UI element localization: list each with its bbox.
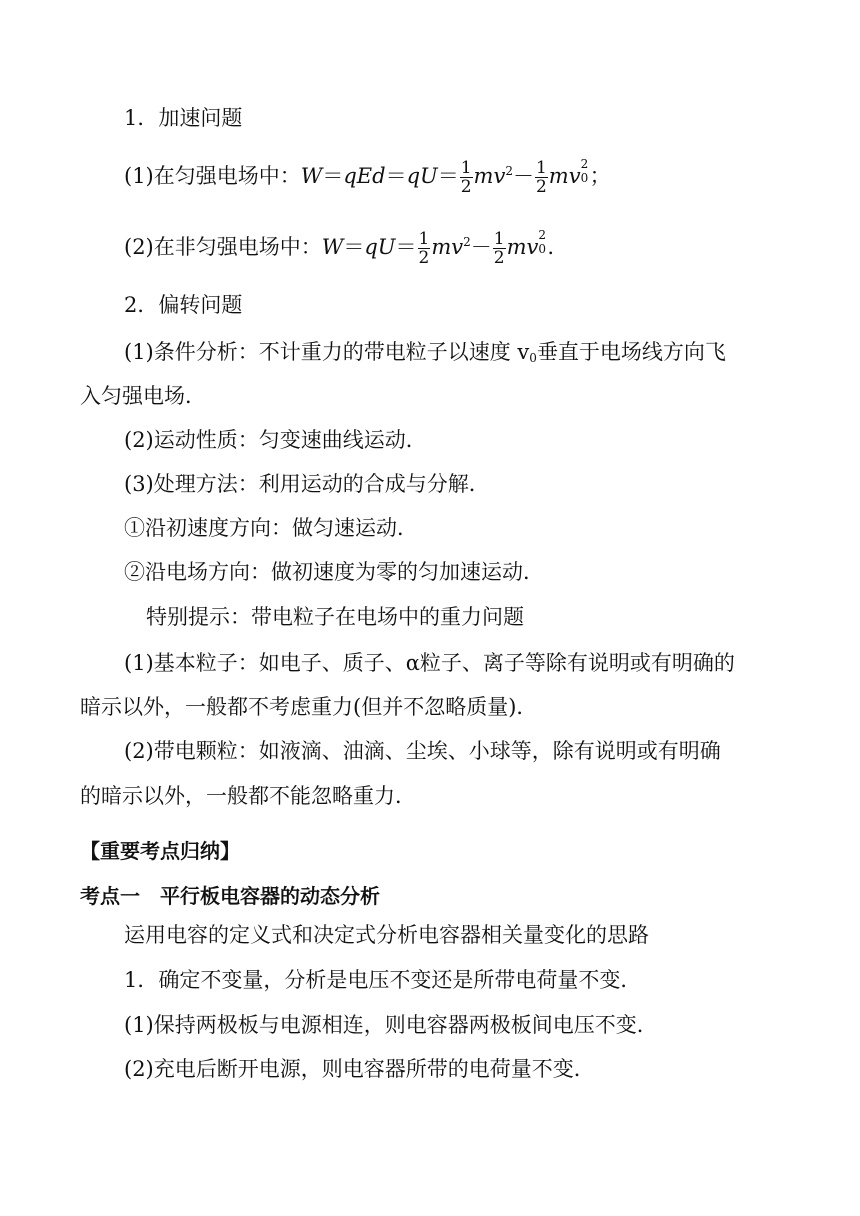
deflect-condition-line2: 入匀强电场． — [80, 384, 206, 408]
deflect-condition-line1 — [124, 337, 784, 373]
fraction-half: $\frac{1}{2}$ — [460, 158, 472, 197]
minus-sign: － — [470, 235, 492, 259]
var-mv: mv — [506, 235, 539, 259]
fraction-half: $\frac{1}{2}$ — [535, 158, 547, 197]
point1-step1-a: (1)保持两极板与电源相连，则电容器两极板间电压不变． — [124, 1013, 658, 1037]
var-mv: mv — [431, 235, 464, 259]
formula-prefix: (1)在匀强电场中： — [124, 164, 301, 188]
semicolon: ； — [589, 164, 611, 188]
var-qEd: qEd — [343, 164, 386, 188]
var-W: W — [321, 235, 344, 259]
subscript: 0 — [529, 351, 537, 365]
exponent: 2 — [463, 235, 471, 249]
period: . — [547, 235, 555, 259]
point1-title: 考点一 平行板电容器的动态分析 — [80, 884, 380, 908]
tip-basic-line1: (1)基本粒子：如电子、质子、α粒子、离子等除有说明或有明确的 — [124, 651, 735, 675]
var-W: W — [300, 164, 323, 188]
tip-charged-line2: 的暗示以外，一般都不能忽略重力． — [80, 784, 416, 808]
var-qU: qU — [364, 235, 396, 259]
exponent: 2 — [505, 164, 513, 178]
tip-basic-line2: 暗示以外，一般都不考虑重力(但并不忽略质量)． — [80, 695, 538, 719]
deflect-motion: (2)运动性质：匀变速曲线运动． — [124, 428, 427, 452]
sub-sup-stack: 2 0 — [580, 157, 589, 185]
point1-intro: 运用电容的定义式和决定式分析电容器相关量变化的思路 — [124, 923, 649, 947]
deflect-initial-direction: ①沿初速度方向：做匀速运动． — [124, 516, 418, 540]
accel-heading: 1．加速问题 — [124, 106, 243, 130]
sub-sup-stack: 2 0 — [538, 228, 546, 256]
key-points-title: 【重要考点归纳】 — [80, 839, 240, 863]
fraction-half: $\frac{1}{2}$ — [493, 229, 505, 268]
point1-step1: 1．确定不变量，分析是电压不变还是所带电荷量不变． — [124, 968, 642, 992]
var-mv: mv — [548, 164, 581, 188]
var-mv: mv — [473, 164, 506, 188]
point1-step1-b: (2)充电后断开电源，则电容器所带的电荷量不变． — [124, 1057, 595, 1081]
fraction-half: $\frac{1}{2}$ — [418, 229, 430, 268]
tip-heading: 特别提示：带电粒子在电场中的重力问题 — [146, 605, 524, 629]
equals-sign: ＝ — [437, 164, 459, 188]
accel-nonuniform-formula — [124, 227, 554, 267]
accel-uniform-formula — [124, 156, 611, 196]
equals-sign: ＝ — [385, 164, 407, 188]
equals-sign: ＝ — [343, 235, 365, 259]
deflect-method: (3)处理方法：利用运动的合成与分解． — [124, 472, 490, 496]
deflect-field-direction: ②沿电场方向：做初速度为零的匀加速运动． — [124, 560, 544, 584]
var-qU: qU — [406, 164, 438, 188]
deflect-heading: 2．偏转问题 — [124, 293, 243, 317]
equals-sign: ＝ — [395, 235, 417, 259]
equals-sign: ＝ — [322, 164, 344, 188]
formula-prefix: (2)在非匀强电场中： — [124, 235, 322, 259]
text: 垂直于电场线方向飞 — [536, 340, 726, 364]
text: (1)条件分析：不计重力的带电粒子以速度 v — [124, 340, 530, 364]
tip-charged-line1: (2)带电颗粒：如液滴、油滴、尘埃、小球等，除有说明或有明确 — [124, 739, 721, 763]
minus-sign: － — [512, 164, 534, 188]
